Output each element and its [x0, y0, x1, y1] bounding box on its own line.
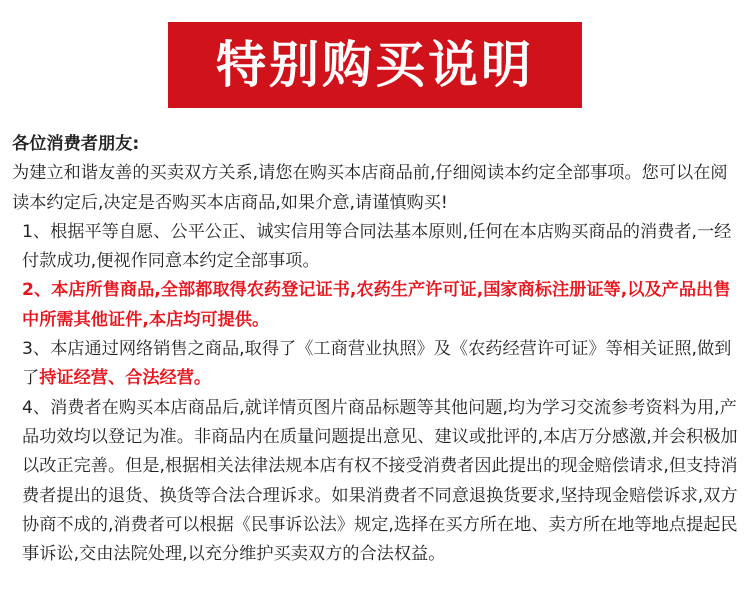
title-banner — [168, 22, 582, 108]
clause-3-text: 3、本店通过网络销售之商品,取得了《工商营业执照》及《农药经营许可证》等相关证照,做到了 — [22, 339, 732, 389]
clause-3 — [12, 335, 738, 394]
clause-4: 4、消费者在购买本店商品后,就详情页图片商品标题等其他问题,均为学习交流参考资料为用,产品功效均以登记为准。非商品内在质量问题提出意见、建议或批评的,本店万分感激,并会积极加以改正完善。但是,根据相关法律法规本店有权不接受消费者因此提出的现金赔偿请求,但支持消费者提出的退货、换货等合法合理诉求。如果消费者不同意退换货要求,坚持现金赔偿诉求,双方协商不成的,消费者可以根据《民事诉讼法》规定,选择在买方所在地、卖方所在地等地点提起民事诉讼,交由法院处理,以充分维护买卖双方的合法权益。 — [22, 397, 738, 565]
clause-3-highlight: 持证经营、合法经营。 — [39, 368, 212, 389]
notice-body — [12, 130, 738, 569]
intro-paragraph: 为建立和谐友善的买卖双方关系,请您在购买本店商品前,仔细阅读本约定全部事项。您可以在阅读本约定后,决定是否购买本店商品,如果介意,请谨慎购买! — [12, 163, 728, 213]
clause-2: 2、本店所售商品,全部都取得农药登记证书,农药生产许可证,国家商标注册证等,以及产品出售中所需其他证件,本店均可提供。 — [22, 280, 731, 330]
greeting: 各位消费者朋友: — [12, 134, 140, 154]
clause-1: 1、根据平等自愿、公平公正、诚实信用等合同法基本原则,任何在本店购买商品的消费者,一经付款成功,便视作同意本约定全部事项。 — [22, 221, 732, 272]
page-title: 特别购买说明 — [216, 36, 534, 94]
